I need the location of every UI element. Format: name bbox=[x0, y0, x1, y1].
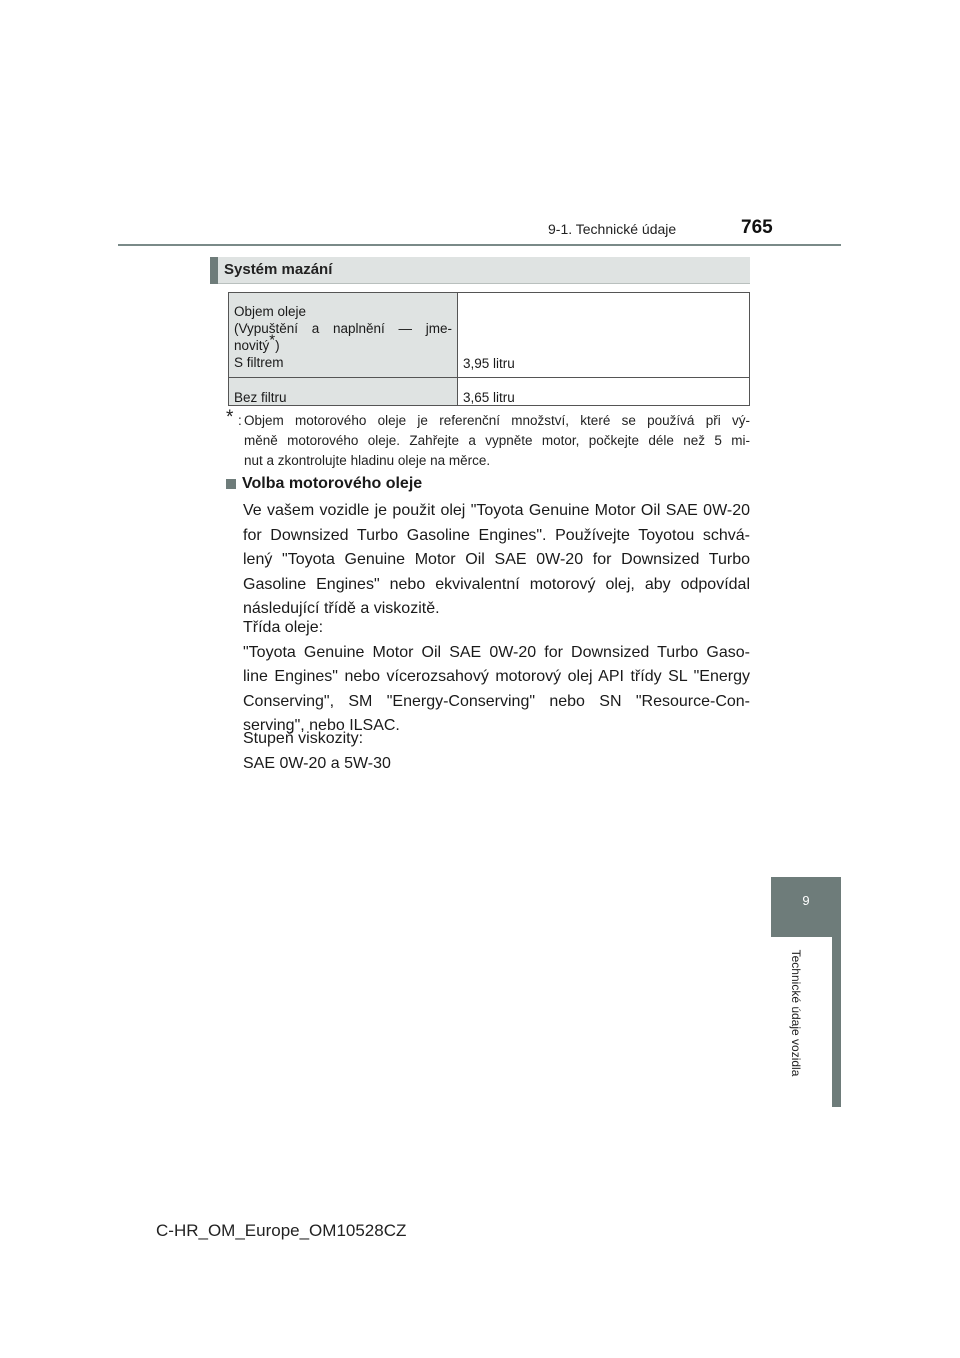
header-rule bbox=[118, 244, 841, 246]
table-row bbox=[229, 293, 750, 378]
label-line-with-star bbox=[234, 331, 452, 354]
paragraph-line: Stupeň viskozity: bbox=[243, 730, 364, 747]
subsection-title: Volba motorového oleje bbox=[242, 475, 423, 492]
label-text: novitý bbox=[234, 338, 270, 353]
footnote-line: nut a zkontrolujte hladinu oleje na měrce. bbox=[244, 453, 491, 468]
paragraph-line: line Engines" nebo vícerozsahový motorový olej API třídy SL "Energy bbox=[243, 668, 750, 685]
footnote-star: * bbox=[269, 331, 276, 349]
chapter-number: 9 bbox=[802, 893, 810, 908]
chapter-tab-bar bbox=[832, 937, 841, 1107]
paragraph-line: Conserving", SM "Energy-Conserving" nebo SN "Resource-Con- bbox=[243, 692, 750, 710]
footnote-text bbox=[244, 411, 750, 471]
section-title: Systém mazání bbox=[224, 261, 333, 278]
paragraph-line: lený "Toyota Genuine Motor Oil SAE 0W-20 for Downsized Turbo bbox=[243, 551, 750, 568]
paragraph-line: SAE 0W-20 a 5W-30 bbox=[243, 754, 391, 772]
footnote-marker: * bbox=[226, 407, 234, 428]
paragraph-line: Ve vašem vozidle je použit olej "Toyota Genuine Motor Oil SAE 0W-20 bbox=[243, 502, 750, 519]
table-value-cell: 3,95 litru bbox=[458, 293, 750, 378]
paragraph-line: Gasoline Engines" nebo ekvivalentní motorový olej, aby odpovídal bbox=[243, 575, 750, 593]
paragraph-oil-selection bbox=[243, 499, 750, 622]
running-header-section: 9-1. Technické údaje bbox=[548, 221, 677, 237]
page-number: 765 bbox=[741, 217, 773, 238]
label-line: Objem oleje bbox=[234, 304, 307, 319]
paragraph-line: serving", nebo ILSAC. bbox=[243, 717, 400, 734]
footnote-colon: : bbox=[238, 413, 242, 428]
footnote-line: měně motorového oleje. Zahřejte a vypněte motor, počkejte déle než 5 mi- bbox=[244, 433, 750, 448]
table-label-cell: Bez filtru bbox=[229, 378, 458, 406]
chapter-title-vertical: Technické údaje vozidla bbox=[789, 949, 803, 1077]
paragraph-line: následující třídě a viskozitě. bbox=[243, 600, 440, 617]
label-line: (Vypuštění a naplnění — jme- bbox=[234, 321, 452, 336]
table-row bbox=[229, 378, 750, 406]
footnote-line: Objem motorového oleje je referenční množství, které se používá při vý- bbox=[244, 413, 750, 428]
label-close: ) bbox=[275, 338, 280, 353]
oil-capacity-table bbox=[228, 292, 750, 406]
paragraph-viscosity bbox=[243, 727, 750, 776]
paragraph-line: for Downsized Turbo Gasoline Engines". Používejte Toyotou schvá- bbox=[243, 526, 750, 544]
section-heading-accent bbox=[210, 257, 218, 284]
subsection-bullet-icon bbox=[226, 479, 236, 489]
paragraph-line: "Toyota Genuine Motor Oil SAE 0W-20 for Downsized Turbo Gaso- bbox=[243, 643, 750, 661]
footer-document-id: C-HR_OM_Europe_OM10528CZ bbox=[156, 1221, 407, 1240]
label-line: S filtrem bbox=[234, 355, 284, 370]
paragraph-oil-grade bbox=[243, 616, 750, 739]
table-value-cell: 3,65 litru bbox=[458, 378, 750, 406]
table-label-cell bbox=[229, 293, 458, 378]
paragraph-line: Třída oleje: bbox=[243, 619, 324, 636]
footnote bbox=[226, 407, 750, 471]
